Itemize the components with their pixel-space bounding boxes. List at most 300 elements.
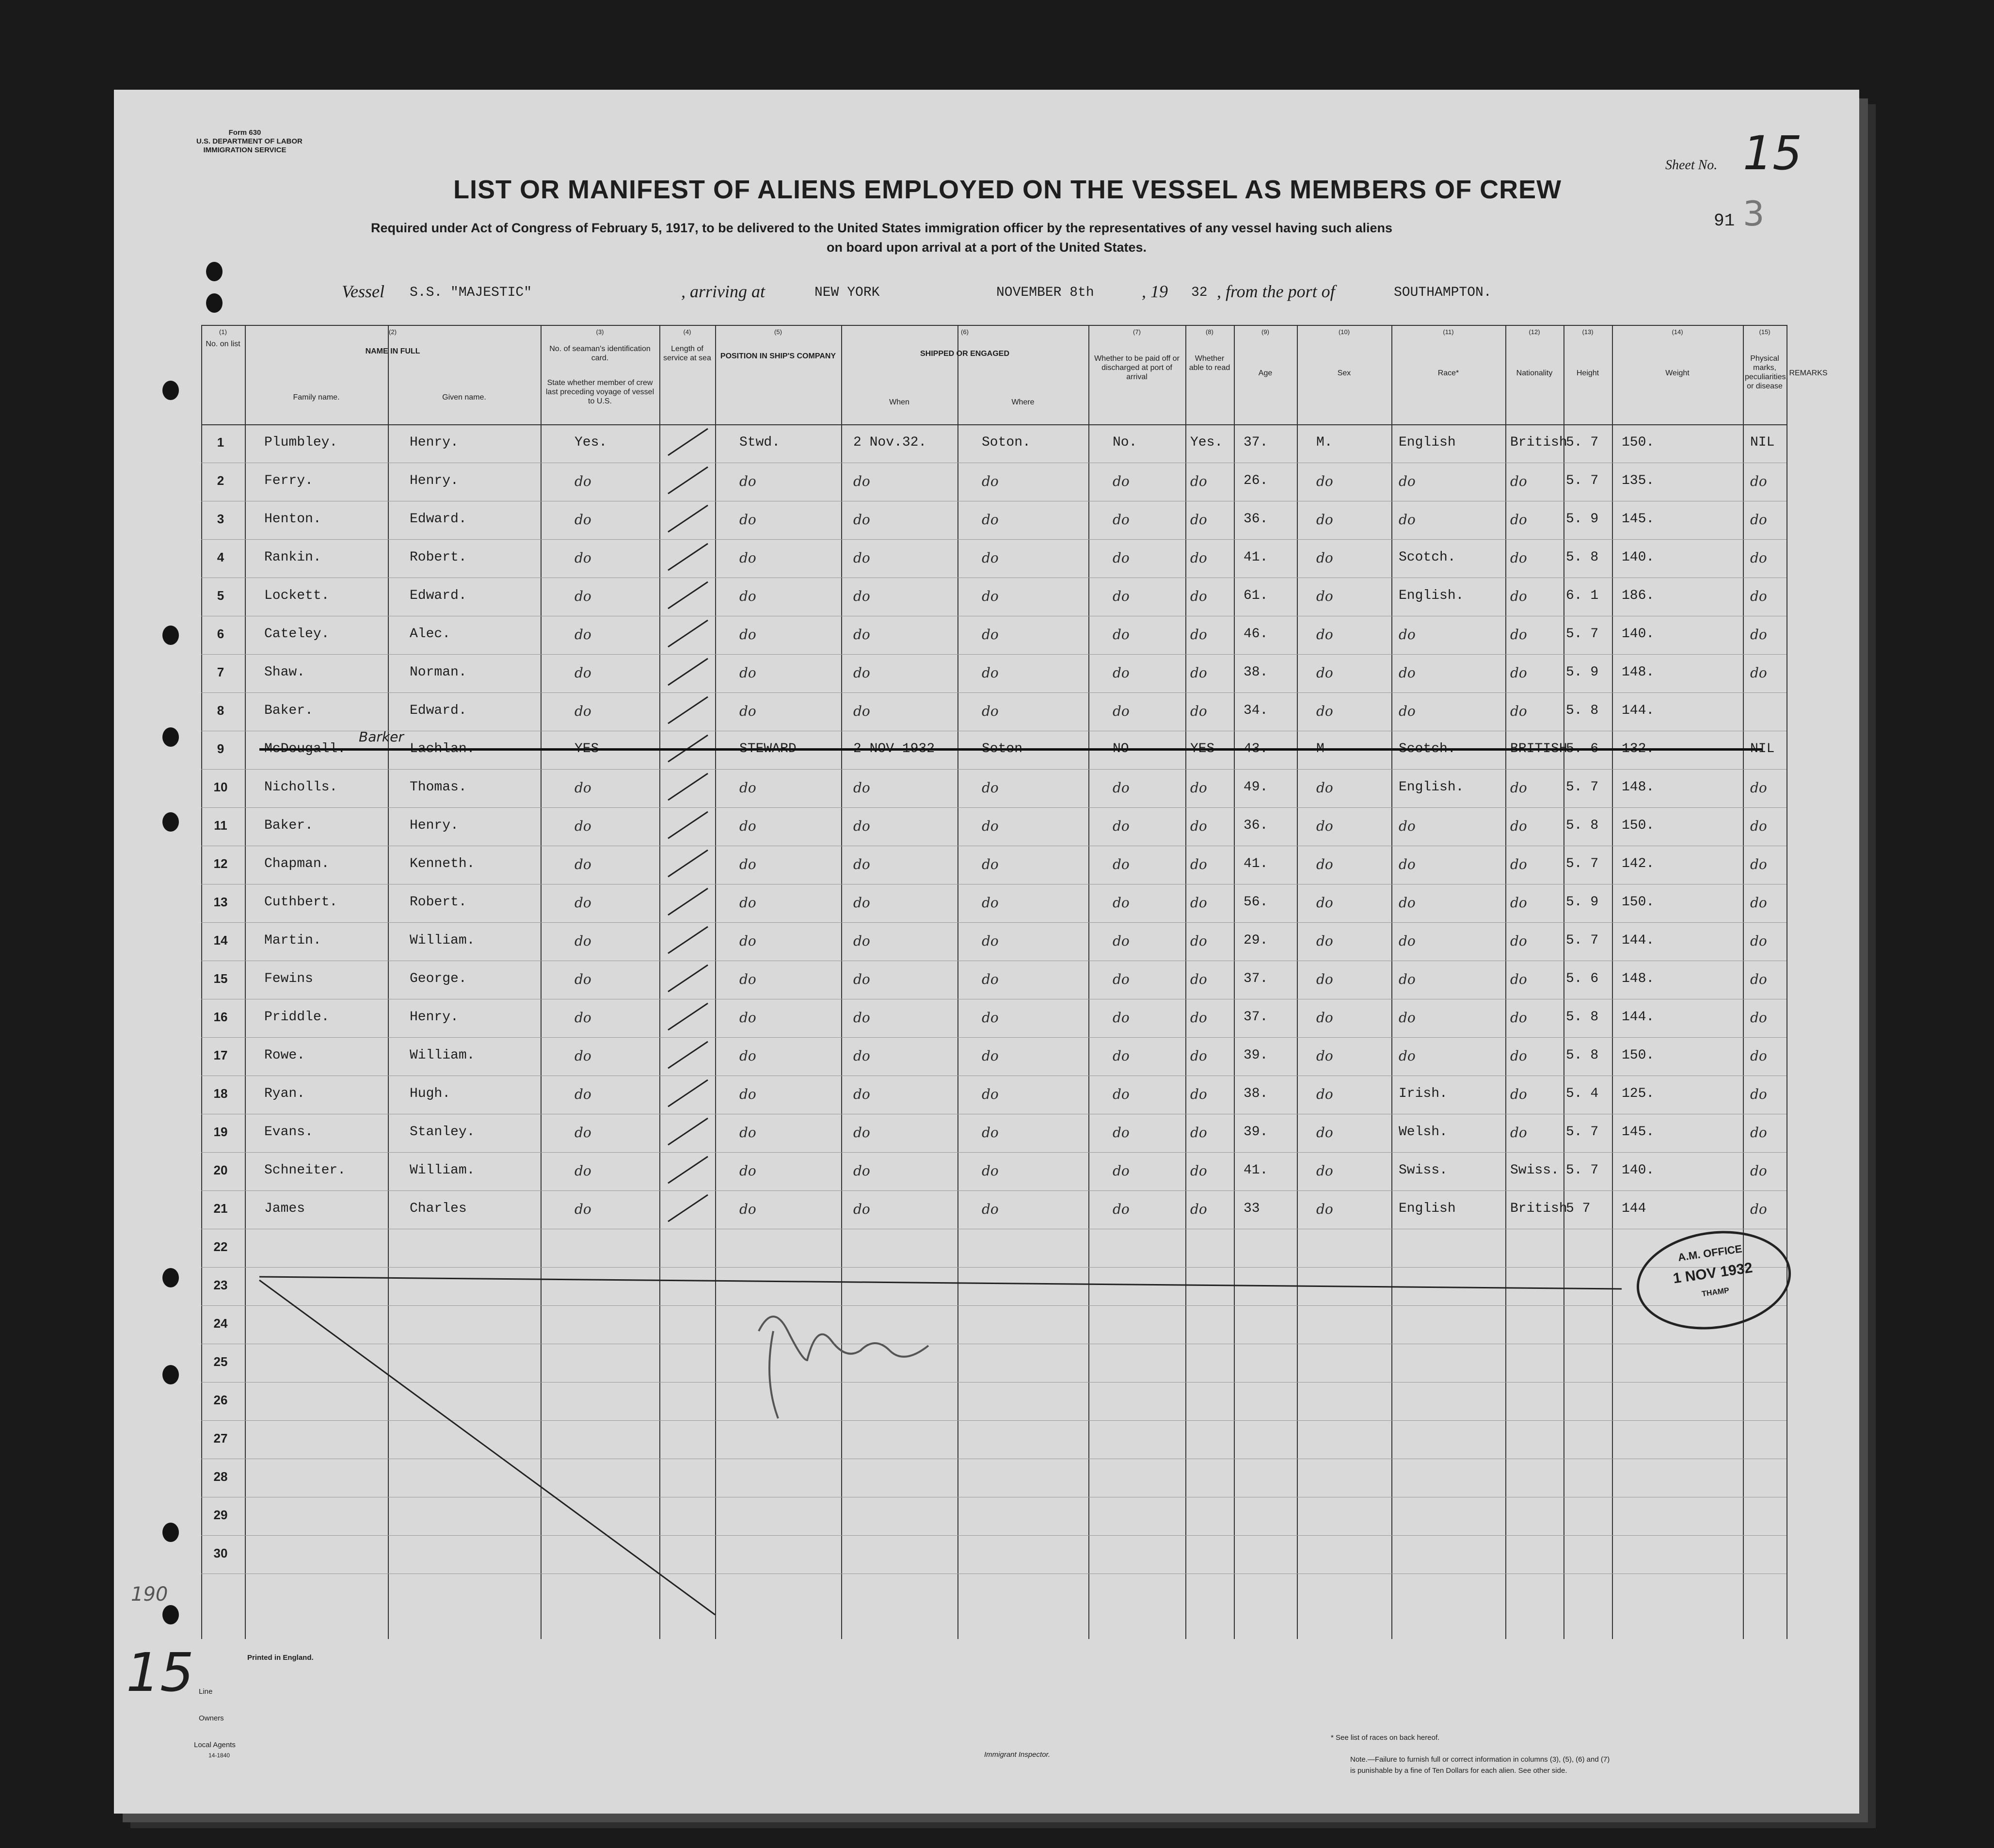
age: 43. <box>1244 741 1268 756</box>
given-name: William. <box>410 933 475 948</box>
physical-marks: do <box>1750 933 1767 949</box>
weight: 140. <box>1622 627 1655 642</box>
column-number: (11) <box>1443 328 1454 336</box>
race: English. <box>1399 780 1464 795</box>
column-number: (8) <box>1206 328 1213 336</box>
shipped-where: do <box>982 1163 999 1179</box>
prev-voyage: do <box>574 780 591 796</box>
row-number: 29 <box>213 1508 228 1522</box>
row-number: 10 <box>213 780 228 794</box>
row-number: 23 <box>213 1278 228 1292</box>
given-name: Norman. <box>410 665 467 680</box>
prev-voyage: do <box>574 1201 591 1217</box>
shipped-when: 2 NOV 1932 <box>853 741 935 756</box>
col-prev-voyage: State whether member of crew last preceding voyage of vessel to U.S. <box>545 379 654 405</box>
row-number: 24 <box>213 1316 228 1331</box>
physical-marks: NIL <box>1750 741 1775 756</box>
family-name: Rowe. <box>264 1048 305 1063</box>
prev-voyage: do <box>574 856 591 872</box>
sex: M. <box>1316 435 1333 450</box>
sex: do <box>1316 473 1333 489</box>
prev-voyage: do <box>574 473 591 489</box>
paid-off: do <box>1113 665 1130 681</box>
able-to-read: do <box>1190 1086 1207 1102</box>
physical-marks: do <box>1750 588 1767 604</box>
given-name: Henry. <box>410 818 459 833</box>
page-reference: 91 <box>1714 211 1735 231</box>
able-to-read: do <box>1190 627 1207 643</box>
shipped-when: do <box>853 627 870 643</box>
position: do <box>739 473 756 489</box>
column-number: (3) <box>596 328 604 336</box>
struck-name-correction: Barker <box>359 729 404 745</box>
paid-off: do <box>1113 627 1130 643</box>
row-number: 25 <box>213 1354 228 1369</box>
height: 5. 8 <box>1566 1010 1599 1025</box>
col-position: POSITION IN SHIP'S COMPANY <box>720 352 836 360</box>
family-name: Cuthbert. <box>264 895 338 910</box>
shipped-where: do <box>982 933 999 949</box>
height: 5. 7 <box>1566 856 1599 871</box>
prev-voyage: YES <box>574 741 599 756</box>
column-number: (15) <box>1759 328 1771 336</box>
position: do <box>739 1163 756 1179</box>
paid-off: do <box>1113 588 1130 604</box>
row-number: 5 <box>217 588 224 603</box>
able-to-read: do <box>1190 473 1207 489</box>
height: 5. 9 <box>1566 512 1599 527</box>
able-to-read: do <box>1190 512 1207 528</box>
physical-marks: do <box>1750 895 1767 911</box>
physical-marks: do <box>1750 971 1767 987</box>
col-weight: Weight <box>1665 369 1690 377</box>
col-read: Whether able to read <box>1189 354 1230 372</box>
col-paid: Whether to be paid off or discharged at port of arrival <box>1094 354 1180 381</box>
shipped-when: do <box>853 780 870 796</box>
col-remarks: REMARKS <box>1789 369 1828 377</box>
row-number: 8 <box>217 703 224 718</box>
race: do <box>1399 473 1416 489</box>
row-number: 12 <box>213 856 228 871</box>
manifest-page <box>114 90 1859 1814</box>
position: do <box>739 703 756 719</box>
weight: 148. <box>1622 780 1655 795</box>
row-number: 20 <box>213 1163 228 1177</box>
col-sex: Sex <box>1337 369 1351 377</box>
shipped-when: do <box>853 933 870 949</box>
family-name: Chapman. <box>264 856 330 871</box>
race: do <box>1399 856 1416 872</box>
given-name: Robert. <box>410 895 467 910</box>
nationality: do <box>1510 818 1527 834</box>
race: English <box>1399 435 1456 450</box>
shipped-where: do <box>982 1125 999 1141</box>
nationality: do <box>1510 473 1527 489</box>
shipped-when: do <box>853 703 870 719</box>
shipped-where: do <box>982 665 999 681</box>
margin-note-15: 15 <box>126 1641 194 1703</box>
weight: 132. <box>1622 741 1655 756</box>
shipped-where: do <box>982 512 999 528</box>
family-name: Martin. <box>264 933 321 948</box>
column-number: (7) <box>1133 328 1141 336</box>
family-name: Ferry. <box>264 473 313 488</box>
sex: do <box>1316 703 1333 719</box>
race: Welsh. <box>1399 1125 1448 1140</box>
column-number: (1) <box>219 328 227 336</box>
family-name: Cateley. <box>264 627 330 642</box>
shipped-when: do <box>853 818 870 834</box>
prev-voyage: do <box>574 971 591 987</box>
inspector-label: Immigrant Inspector. <box>984 1751 1051 1759</box>
sex: do <box>1316 665 1333 681</box>
sex: do <box>1316 856 1333 872</box>
race: do <box>1399 971 1416 987</box>
prev-voyage: do <box>574 512 591 528</box>
weight: 145. <box>1622 512 1655 527</box>
prev-voyage: do <box>574 1125 591 1141</box>
able-to-read: do <box>1190 1048 1207 1064</box>
sex: do <box>1316 1125 1333 1141</box>
department: U.S. DEPARTMENT OF LABOR <box>196 137 303 145</box>
able-to-read: do <box>1190 1163 1207 1179</box>
age: 39. <box>1244 1125 1268 1140</box>
height: 5. 7 <box>1566 780 1599 795</box>
weight: 148. <box>1622 665 1655 680</box>
physical-marks: do <box>1750 818 1767 834</box>
paid-off: do <box>1113 1125 1130 1141</box>
height: 5. 7 <box>1566 1163 1599 1178</box>
able-to-read: do <box>1190 703 1207 719</box>
row-number: 3 <box>217 512 224 526</box>
able-to-read: do <box>1190 780 1207 796</box>
col-race: Race* <box>1437 369 1459 377</box>
weight: 186. <box>1622 588 1655 603</box>
race: Scotch. <box>1399 550 1456 565</box>
nationality: do <box>1510 588 1527 604</box>
sex: do <box>1316 1201 1333 1217</box>
col-name: NAME IN FULL <box>365 347 420 355</box>
race: do <box>1399 933 1416 949</box>
able-to-read: do <box>1190 895 1207 911</box>
prev-voyage: do <box>574 627 591 643</box>
shipped-where: do <box>982 1201 999 1217</box>
row-number: 28 <box>213 1469 228 1484</box>
sex: M <box>1316 741 1324 756</box>
paid-off: do <box>1113 1086 1130 1102</box>
family-name: Plumbley. <box>264 435 338 450</box>
vessel-name: S.S. "MAJESTIC" <box>410 285 532 300</box>
able-to-read: Yes. <box>1190 435 1223 450</box>
height: 5. 7 <box>1566 473 1599 488</box>
shipped-where: do <box>982 1086 999 1102</box>
position: do <box>739 818 756 834</box>
physical-marks: do <box>1750 512 1767 528</box>
sex: do <box>1316 550 1333 566</box>
given-name: Henry. <box>410 473 459 488</box>
row-number: 21 <box>213 1201 228 1216</box>
given-name: Alec. <box>410 627 451 642</box>
paid-off: do <box>1113 780 1130 796</box>
row-number: 14 <box>213 933 228 948</box>
arriving-label: , arriving at <box>681 282 766 301</box>
column-number: (12) <box>1529 328 1540 336</box>
prev-voyage: Yes. <box>574 435 607 450</box>
position: do <box>739 780 756 796</box>
shipped-where: do <box>982 780 999 796</box>
physical-marks: do <box>1750 627 1767 643</box>
race: English. <box>1399 588 1464 603</box>
subtitle-line1: Required under Act of Congress of February 5, 1917, to be delivered to the United States immigration officer by the representatives of any vessel having such aliens <box>371 221 1393 235</box>
col-given: Given name. <box>442 393 486 402</box>
family-name: Baker. <box>264 703 313 718</box>
given-name: William. <box>410 1163 475 1178</box>
col-height: Height <box>1576 369 1599 377</box>
position: do <box>739 1086 756 1102</box>
col-family: Family name. <box>293 393 340 402</box>
col-length: Length of service at sea <box>663 345 711 362</box>
height: 6. 1 <box>1566 588 1599 603</box>
able-to-read: do <box>1190 665 1207 681</box>
row-number: 13 <box>213 895 228 909</box>
race: do <box>1399 665 1416 681</box>
row-number: 26 <box>213 1393 228 1407</box>
shipped-where: do <box>982 856 999 872</box>
shipped-when: do <box>853 473 870 489</box>
race: do <box>1399 1048 1416 1064</box>
family-name: Ryan. <box>264 1086 305 1101</box>
family-name: Evans. <box>264 1125 313 1140</box>
col-marks: Physical marks, peculiarities, or disease <box>1745 354 1788 390</box>
height: 5. 8 <box>1566 550 1599 565</box>
physical-marks: do <box>1750 1048 1767 1064</box>
shipped-where: do <box>982 971 999 987</box>
position: Stwd. <box>739 435 781 450</box>
weight: 142. <box>1622 856 1655 871</box>
height: 5. 7 <box>1566 627 1599 642</box>
given-name: William. <box>410 1048 475 1063</box>
age: 41. <box>1244 856 1268 871</box>
race: English <box>1399 1201 1456 1216</box>
page-reference-handwritten: 3 <box>1743 194 1765 234</box>
sheet-label: Sheet No. <box>1665 158 1718 173</box>
col-where: Where <box>1011 398 1035 406</box>
age: 49. <box>1244 780 1268 795</box>
nationality: do <box>1510 1086 1527 1102</box>
age: 36. <box>1244 818 1268 833</box>
shipped-when: do <box>853 512 870 528</box>
race: do <box>1399 818 1416 834</box>
weight: 150. <box>1622 818 1655 833</box>
row-number: 7 <box>217 665 224 679</box>
column-number: (10) <box>1338 328 1350 336</box>
race: Scotch. <box>1399 741 1456 756</box>
paid-off: do <box>1113 550 1130 566</box>
position: do <box>739 1201 756 1217</box>
weight: 144. <box>1622 1010 1655 1025</box>
shipped-where: do <box>982 627 999 643</box>
physical-marks: NIL <box>1750 435 1775 450</box>
shipped-where: do <box>982 818 999 834</box>
weight: 148. <box>1622 971 1655 986</box>
sex: do <box>1316 818 1333 834</box>
service: IMMIGRATION SERVICE <box>203 146 287 154</box>
position: do <box>739 588 756 604</box>
family-name: Priddle. <box>264 1010 330 1025</box>
shipped-when: do <box>853 1010 870 1026</box>
row-number: 1 <box>217 435 224 450</box>
vessel-label: Vessel <box>342 282 384 301</box>
page-title: LIST OR MANIFEST OF ALIENS EMPLOYED ON THE VESSEL AS MEMBERS OF CREW <box>453 175 1562 204</box>
position: do <box>739 1048 756 1064</box>
row-number: 22 <box>213 1239 228 1254</box>
given-name: Charles <box>410 1201 467 1216</box>
row-number: 4 <box>217 550 224 564</box>
height: 5. 9 <box>1566 895 1599 910</box>
shipped-where: do <box>982 895 999 911</box>
family-name: Henton. <box>264 512 321 527</box>
arrival-date: NOVEMBER 8th <box>996 285 1094 300</box>
shipped-where: do <box>982 1010 999 1026</box>
shipped-where: do <box>982 473 999 489</box>
given-name: Kenneth. <box>410 856 475 871</box>
sex: do <box>1316 1086 1333 1102</box>
paid-off: do <box>1113 818 1130 834</box>
nationality: do <box>1510 512 1527 528</box>
sex: do <box>1316 780 1333 796</box>
given-name: Henry. <box>410 435 459 450</box>
weight: 140. <box>1622 1163 1655 1178</box>
weight: 150. <box>1622 895 1655 910</box>
col-nationality: Nationality <box>1516 369 1553 377</box>
position: do <box>739 1010 756 1026</box>
col-age: Age <box>1258 369 1273 377</box>
shipped-where: Soton <box>982 741 1023 756</box>
race: do <box>1399 895 1416 911</box>
row-number: 17 <box>213 1048 228 1062</box>
prev-voyage: do <box>574 550 591 566</box>
shipped-when: do <box>853 1163 870 1179</box>
age: 37. <box>1244 1010 1268 1025</box>
paid-off: do <box>1113 1010 1130 1026</box>
able-to-read: do <box>1190 1010 1207 1026</box>
column-number: (9) <box>1261 328 1269 336</box>
given-name: Edward. <box>410 588 467 603</box>
age: 37. <box>1244 435 1268 450</box>
race: do <box>1399 512 1416 528</box>
line-label: Line <box>199 1687 213 1696</box>
age: 61. <box>1244 588 1268 603</box>
row-number: 15 <box>213 971 228 986</box>
inspector-signature <box>759 1317 928 1418</box>
able-to-read: YES <box>1190 741 1215 756</box>
agents-number: 14-1840 <box>208 1752 230 1759</box>
sex: do <box>1316 1010 1333 1026</box>
paid-off: do <box>1113 1048 1130 1064</box>
age: 56. <box>1244 895 1268 910</box>
row-number: 11 <box>214 818 227 833</box>
prev-voyage: do <box>574 818 591 834</box>
stamp-top-text: A.M. OFFICE <box>1677 1242 1743 1264</box>
height: 5. 7 <box>1566 1125 1599 1140</box>
nationality: do <box>1510 1010 1527 1026</box>
physical-marks: do <box>1750 665 1767 681</box>
shipped-when: do <box>853 550 870 566</box>
paid-off: No. <box>1113 435 1137 450</box>
prev-voyage: do <box>574 1010 591 1026</box>
physical-marks: do <box>1750 1201 1767 1217</box>
given-name: Edward. <box>410 703 467 718</box>
able-to-read: do <box>1190 818 1207 834</box>
sheet-number: 15 <box>1743 126 1803 180</box>
shipped-where: do <box>982 550 999 566</box>
family-name: McDougall. <box>264 741 346 756</box>
height: 5. 8 <box>1566 818 1599 833</box>
position: do <box>739 665 756 681</box>
prev-voyage: do <box>574 588 591 604</box>
age: 38. <box>1244 665 1268 680</box>
given-name: Stanley. <box>410 1125 475 1140</box>
paid-off: NO <box>1113 741 1129 756</box>
weight: 144 <box>1622 1201 1646 1216</box>
sex: do <box>1316 1048 1333 1064</box>
arrival-port: NEW YORK <box>814 285 880 300</box>
weight: 125. <box>1622 1086 1655 1101</box>
sex: do <box>1316 512 1333 528</box>
family-name: Fewins <box>264 971 313 986</box>
given-name: Henry. <box>410 1010 459 1025</box>
age: 38. <box>1244 1086 1268 1101</box>
nationality: do <box>1510 895 1527 911</box>
prev-voyage: do <box>574 1163 591 1179</box>
weight: 150. <box>1622 435 1655 450</box>
shipped-when: 2 Nov.32. <box>853 435 927 450</box>
column-number: (6) <box>961 328 969 336</box>
able-to-read: do <box>1190 550 1207 566</box>
shipped-when: do <box>853 665 870 681</box>
age: 29. <box>1244 933 1268 948</box>
col-when: When <box>889 398 909 406</box>
sex: do <box>1316 1163 1333 1179</box>
printed-note: Printed in England. <box>247 1654 314 1662</box>
physical-marks: do <box>1750 780 1767 796</box>
physical-marks: do <box>1750 856 1767 872</box>
sex: do <box>1316 627 1333 643</box>
given-name: Lachlan. <box>410 741 475 756</box>
owners-label: Owners <box>199 1714 224 1722</box>
year-prefix: , 19 <box>1142 282 1168 301</box>
position: STEWARD <box>739 741 797 756</box>
family-name: Lockett. <box>264 588 330 603</box>
cancellation-line <box>114 90 1859 1814</box>
height: 5. 7 <box>1566 435 1599 450</box>
nationality: British <box>1510 435 1567 450</box>
nationality: do <box>1510 1125 1527 1141</box>
position: do <box>739 933 756 949</box>
given-name: George. <box>410 971 467 986</box>
shipped-when: do <box>853 1048 870 1064</box>
row-number: 16 <box>213 1010 228 1024</box>
shipped-when: do <box>853 588 870 604</box>
sex: do <box>1316 895 1333 911</box>
prev-voyage: do <box>574 665 591 681</box>
nationality: do <box>1510 665 1527 681</box>
nationality: do <box>1510 627 1527 643</box>
family-name: Schneiter. <box>264 1163 346 1178</box>
height: 5. 6 <box>1566 971 1599 986</box>
prev-voyage: do <box>574 703 591 719</box>
age: 46. <box>1244 627 1268 642</box>
